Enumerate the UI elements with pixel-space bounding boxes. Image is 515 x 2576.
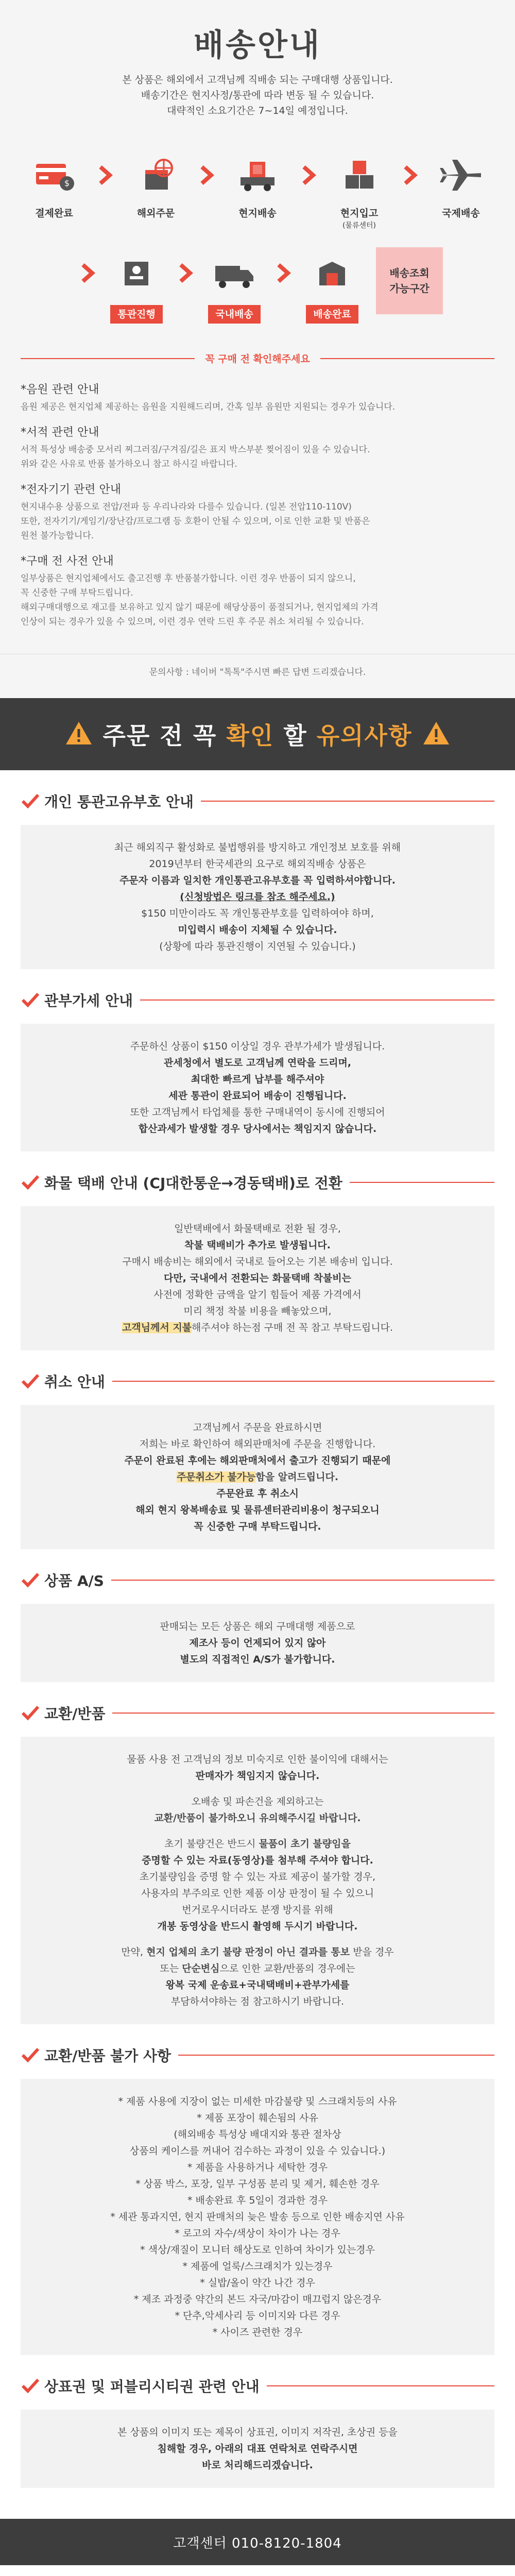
check-icon (21, 1373, 40, 1389)
section-trademark (0, 2355, 515, 2488)
step-local-shipping (224, 149, 291, 219)
list-item: * 배송완료 후 5일이 경과한 경우 (187, 2195, 328, 2206)
notice-audio (21, 381, 494, 414)
notice-line: 서적 특성상 배송중 모서리 찌그러짐/구겨짐/길은 표지 박스부분 찢어짐이 있을 수 있습니다. (21, 445, 370, 455)
chevron-right-icon (293, 149, 324, 201)
notice-line: 또한, 전자기기/게임기/장난감/프로그램 등 호환이 안될 수 있으며, 이로 인한 교환 및 반품은 (21, 516, 370, 527)
section-title: 개인 통관고유부호 안내 (44, 793, 194, 810)
section-body: 최근 해외직구 활성화로 불법행위를 방지하고 개인정보 보호를 위해 2019년부터 한국세관의 요구로 해외직배송 상품은 주문자 이름과 일치한 개인통관고유부호를 꼭 입력하셔야합니다. (신청방법은 링크를 참조 해주세요.) $150 미만이라도 꼭 개인통관부호를 입력하여야 하며, 미입력시 배송이 지체될 수 있습니다. (상황에 따라 통관진행이 지연될 수 있습니다.) (21, 825, 494, 969)
step-payment (21, 149, 88, 219)
list-item: * 제품 사용에 지장이 없는 미세한 마감불량 및 스크래치등의 사유 (118, 2096, 397, 2107)
list-item: * 단추,악세사리 등 이미지와 다른 경우 (175, 2310, 340, 2321)
step-label: 통관진행 (110, 305, 162, 324)
list-item: * 제품 포장이 훼손됨의 사유 (197, 2112, 318, 2124)
step-international (427, 149, 494, 219)
notice-line: 원천 불가능합니다. (21, 531, 94, 541)
banner-title: 주문 전 꼭 확인 할 유의사항 (102, 722, 413, 750)
step-domestic (201, 247, 268, 324)
chevron-right-icon (191, 149, 222, 201)
step-label-main: 현지입고 (340, 208, 379, 219)
list-item: (해외배송 특성상 배대지와 통관 절차상 (174, 2129, 341, 2140)
notice-line: 꼭 신중한 구매 부탁드립니다. (21, 588, 133, 598)
notice-electronics (21, 481, 494, 543)
notice-title: *구매 전 사전 안내 (21, 555, 114, 568)
list-item: * 제품을 사용하거나 세탁한 경우 (187, 2162, 328, 2173)
shipping-process (0, 134, 515, 349)
section-customs-id (0, 770, 515, 969)
step-label: 배송완료 (306, 305, 358, 324)
notice-line: 인상이 되는 경우가 있을 수 있으며, 이런 경우 연락 드린 후 주문 취소 처리될 수 있습니다. (21, 617, 364, 627)
step-delivered (299, 247, 366, 324)
section-body: 주문하신 상품이 $150 이상일 경우 관부가세가 발생됩니다. 관세청에서 별도로 고객님께 연락을 드리며, 최대한 빠르게 납부를 해주셔야 세관 통관이 완료되어 배송이 진행됩니다. 또한 고객님께서 타업체를 통한 구매내역이 동시에 진행되어 합산과세가 발생할 경우 당사에서는 책임지지 않습니다. (21, 1024, 494, 1151)
step-overseas-order (123, 149, 190, 219)
notice-line: 음원 제공은 현지업체 제공하는 음원을 지원해드리며, 간혹 일부 음원만 지원되는 경우가 있습니다. (21, 402, 396, 412)
notice-line: 해외구매대행으로 재고를 보유하고 있지 않기 때문에 해당상품이 품절되거나, 현지업체의 가격 (21, 602, 379, 613)
section-tax (0, 969, 515, 1151)
delivery-truck-icon (232, 149, 283, 201)
hero-line: 본 상품은 해외에서 고객님께 직배송 되는 구매대행 상품입니다. (122, 74, 393, 86)
section-body: 판매되는 모든 상품은 해외 구매대행 제품으로 제조사 등이 언제되어 있지 않아 별도의 직접적인 A/S가 불가합니다. (21, 1604, 494, 1682)
check-icon (21, 2047, 40, 2063)
step-warehouse (326, 149, 393, 232)
chevron-right-icon (268, 247, 299, 299)
step-label (340, 207, 378, 232)
check-divider (0, 349, 515, 381)
notice-line: 위와 같은 사유로 반품 불가하오니 참고 하시길 바랍니다. (21, 459, 237, 469)
check-icon (21, 2378, 40, 2394)
list-item: * 세관 통과지연, 현지 판매처의 늦은 발송 등으로 인한 배송지연 사유 (110, 2211, 405, 2223)
section-body: 고객님께서 주문을 완료하시면 저희는 바로 확인하여 해외판매처에 주문을 진행합니다. 주문이 완료된 후에는 해외판매처에서 출고가 진행되기 때문에 주문취소가 불가능함을 알려드립니다. 주문완료 후 취소시 해외 현지 왕복배송료 및 물류센터관리비용이 청구되오니 꼭 신중한 구매 부탁드립니다. (21, 1405, 494, 1549)
section-as (0, 1549, 515, 1682)
notice-title: *음원 관련 안내 (21, 383, 99, 396)
section-body: 본 상품의 이미지 또는 제목이 상표권, 이미지 저작권, 초상권 등을 침해할 경우, 아래의 대표 연락처로 연락주시면 바로 처리해드리겠습니다. (21, 2410, 494, 2488)
section-courier (0, 1151, 515, 1350)
range-label: 가능구간 (389, 282, 430, 295)
card-icon (28, 149, 80, 201)
chevron-right-icon (90, 149, 121, 201)
process-row-2 (21, 247, 494, 324)
step-label: 현지배송 (238, 208, 277, 219)
check-icon (21, 1174, 40, 1191)
signup-link[interactable]: (신청방법은 링크를 참조 해주세요.) (180, 891, 335, 903)
inquiry-text: 문의사항 : 네이버 "톡톡"주시면 빠른 답변 드리겠습니다. (149, 667, 366, 677)
section-title: 화물 택배 안내 (CJ대한통운→경동택배)로 전환 (44, 1175, 342, 1192)
check-icon (21, 1705, 40, 1721)
list-item: * 제조 과정중 약간의 본드 자국/마감이 매끄럽지 않은경우 (133, 2294, 382, 2305)
warehouse-icon (334, 149, 385, 201)
check-icon (21, 1572, 40, 1588)
list-item: * 로고의 자수/색상이 차이가 나는 경우 (175, 2228, 340, 2239)
section-body: 물품 사용 전 고객님의 정보 미숙지로 인한 불이익에 대해서는 판매자가 책임지지 않습니다. 오배송 및 파손건을 제외하고는 교환/반품이 불가하오니 유의해주시길 바랍니다. 초기 불량건은 반드시 물품이 초기 불량임을 증명할 수 있는 자료(동영상)를 첨부해 주셔야 합니다. 초기불량임을 증명 할 수 있는 자료 제공이 불가할 경우, 사용자의 부주의로 인한 제품 이상 판정이 될 수 있으니 번거로우시더라도 분쟁 방지를 위해 개봉 동영상을 반드시 촬영해 두시기 바랍니다. 만약, 현지 업체의 초기 불량 판정이 아닌 결과를 통보 받을 경우 또는 단순변심으로 인한 교환/반품의 경우에는 왕복 국제 운송료+국내택배비+관부가세를 부담하셔야하는 점 참고하시기 바랍니다. (21, 1737, 494, 2024)
section-title: 교환/반품 (44, 1705, 106, 1722)
list-item: * 제품에 얼룩/스크래치가 있는경우 (182, 2261, 333, 2272)
list-item: * 실밥/올이 약간 나간 경우 (200, 2277, 315, 2289)
hero-line: 대략적인 소요기간은 7~14일 예정입니다. (167, 105, 348, 116)
inquiry (0, 654, 515, 698)
notices (0, 381, 515, 654)
warning-icon (65, 721, 93, 748)
chevron-right-icon (170, 247, 201, 299)
step-label-sub: (물류센터) (342, 222, 376, 230)
section-body (21, 2079, 494, 2355)
footer (0, 2519, 515, 2565)
customs-icon (111, 247, 162, 299)
notice-title: *서적 관련 안내 (21, 426, 99, 439)
section-not-allowed (0, 2024, 515, 2355)
process-row-1 (21, 149, 494, 232)
package-done-icon (306, 247, 358, 299)
step-label: 국제배송 (442, 208, 480, 219)
hero-subtitle (21, 72, 494, 118)
notice-line: 현지내수용 상품으로 전압/전파 등 우리나라와 다를수 있습니다. (일본 전압110-110V) (21, 502, 352, 512)
hero-line: 배송기간은 현지사정/통관에 따라 변동 될 수 있습니다. (141, 90, 374, 101)
notice-books (21, 423, 494, 471)
section-title: 취소 안내 (44, 1374, 105, 1391)
tracking-range-box (376, 247, 443, 314)
step-label: 결제완료 (35, 208, 73, 219)
check-icon (21, 793, 40, 809)
section-title: 상표권 및 퍼블리시티권 관련 안내 (44, 2378, 260, 2395)
section-exchange (0, 1682, 515, 2024)
warning-icon (422, 721, 450, 748)
notice-line: 일부상품은 현지업체에서도 출고진행 후 반품불가합니다. 이런 경우 반품이 되지 않으니, (21, 573, 356, 584)
notice-before-purchase (21, 552, 494, 629)
list-item: * 상품 박스, 포장, 일부 구성품 분리 및 제거, 훼손한 경우 (135, 2178, 380, 2190)
step-label: 국내배송 (208, 305, 260, 324)
page-title: 배송안내 (194, 27, 321, 63)
section-body: 일반택배에서 화물택배로 전환 될 경우, 착불 택배비가 추가로 발생됩니다. 구매시 배송비는 해외에서 국내로 들어오는 기본 배송비 입니다. 다만, 국내에서 전환되는 화물택배 착불비는 사전에 정확한 금액을 알기 힘들어 제품 가격에서 미리 책정 착불 비용을 빼놓았으며, 고객님께서 지불해주셔야 하는점 구매 전 꼭 참고 부탁드립니다. (21, 1206, 494, 1350)
svg-text:$: $ (64, 178, 70, 188)
hero (0, 0, 515, 134)
section-title: 교환/반품 불가 사항 (44, 2047, 171, 2064)
notice-title: *전자기기 관련 안내 (21, 483, 122, 496)
list-item: * 색상/재질이 모니터 해상도로 인하여 차이가 있는경우 (140, 2244, 375, 2256)
section-title: 관부가세 안내 (44, 992, 133, 1009)
local-truck-icon (209, 247, 260, 299)
chevron-right-icon (72, 247, 103, 299)
globe-box-icon (130, 149, 182, 201)
customer-center: 고객센터 010-8120-1804 (173, 2535, 342, 2551)
list-item: * 사이즈 관련한 경우 (212, 2327, 303, 2338)
section-cancel (0, 1350, 515, 1549)
list-item: 상품의 케이스를 꺼내어 검수하는 과정이 있을 수 있습니다.) (129, 2145, 386, 2157)
airplane-icon (435, 149, 487, 201)
check-divider-text: 꼭 구매 전 확인해주세요 (205, 353, 310, 365)
check-icon (21, 992, 40, 1008)
step-customs (103, 247, 170, 324)
range-label: 배송조회 (389, 267, 430, 279)
chevron-right-icon (394, 149, 425, 201)
step-label: 해외주문 (136, 208, 175, 219)
caution-sections (0, 770, 515, 2488)
caution-banner (0, 698, 515, 770)
section-title: 상품 A/S (44, 1572, 104, 1589)
